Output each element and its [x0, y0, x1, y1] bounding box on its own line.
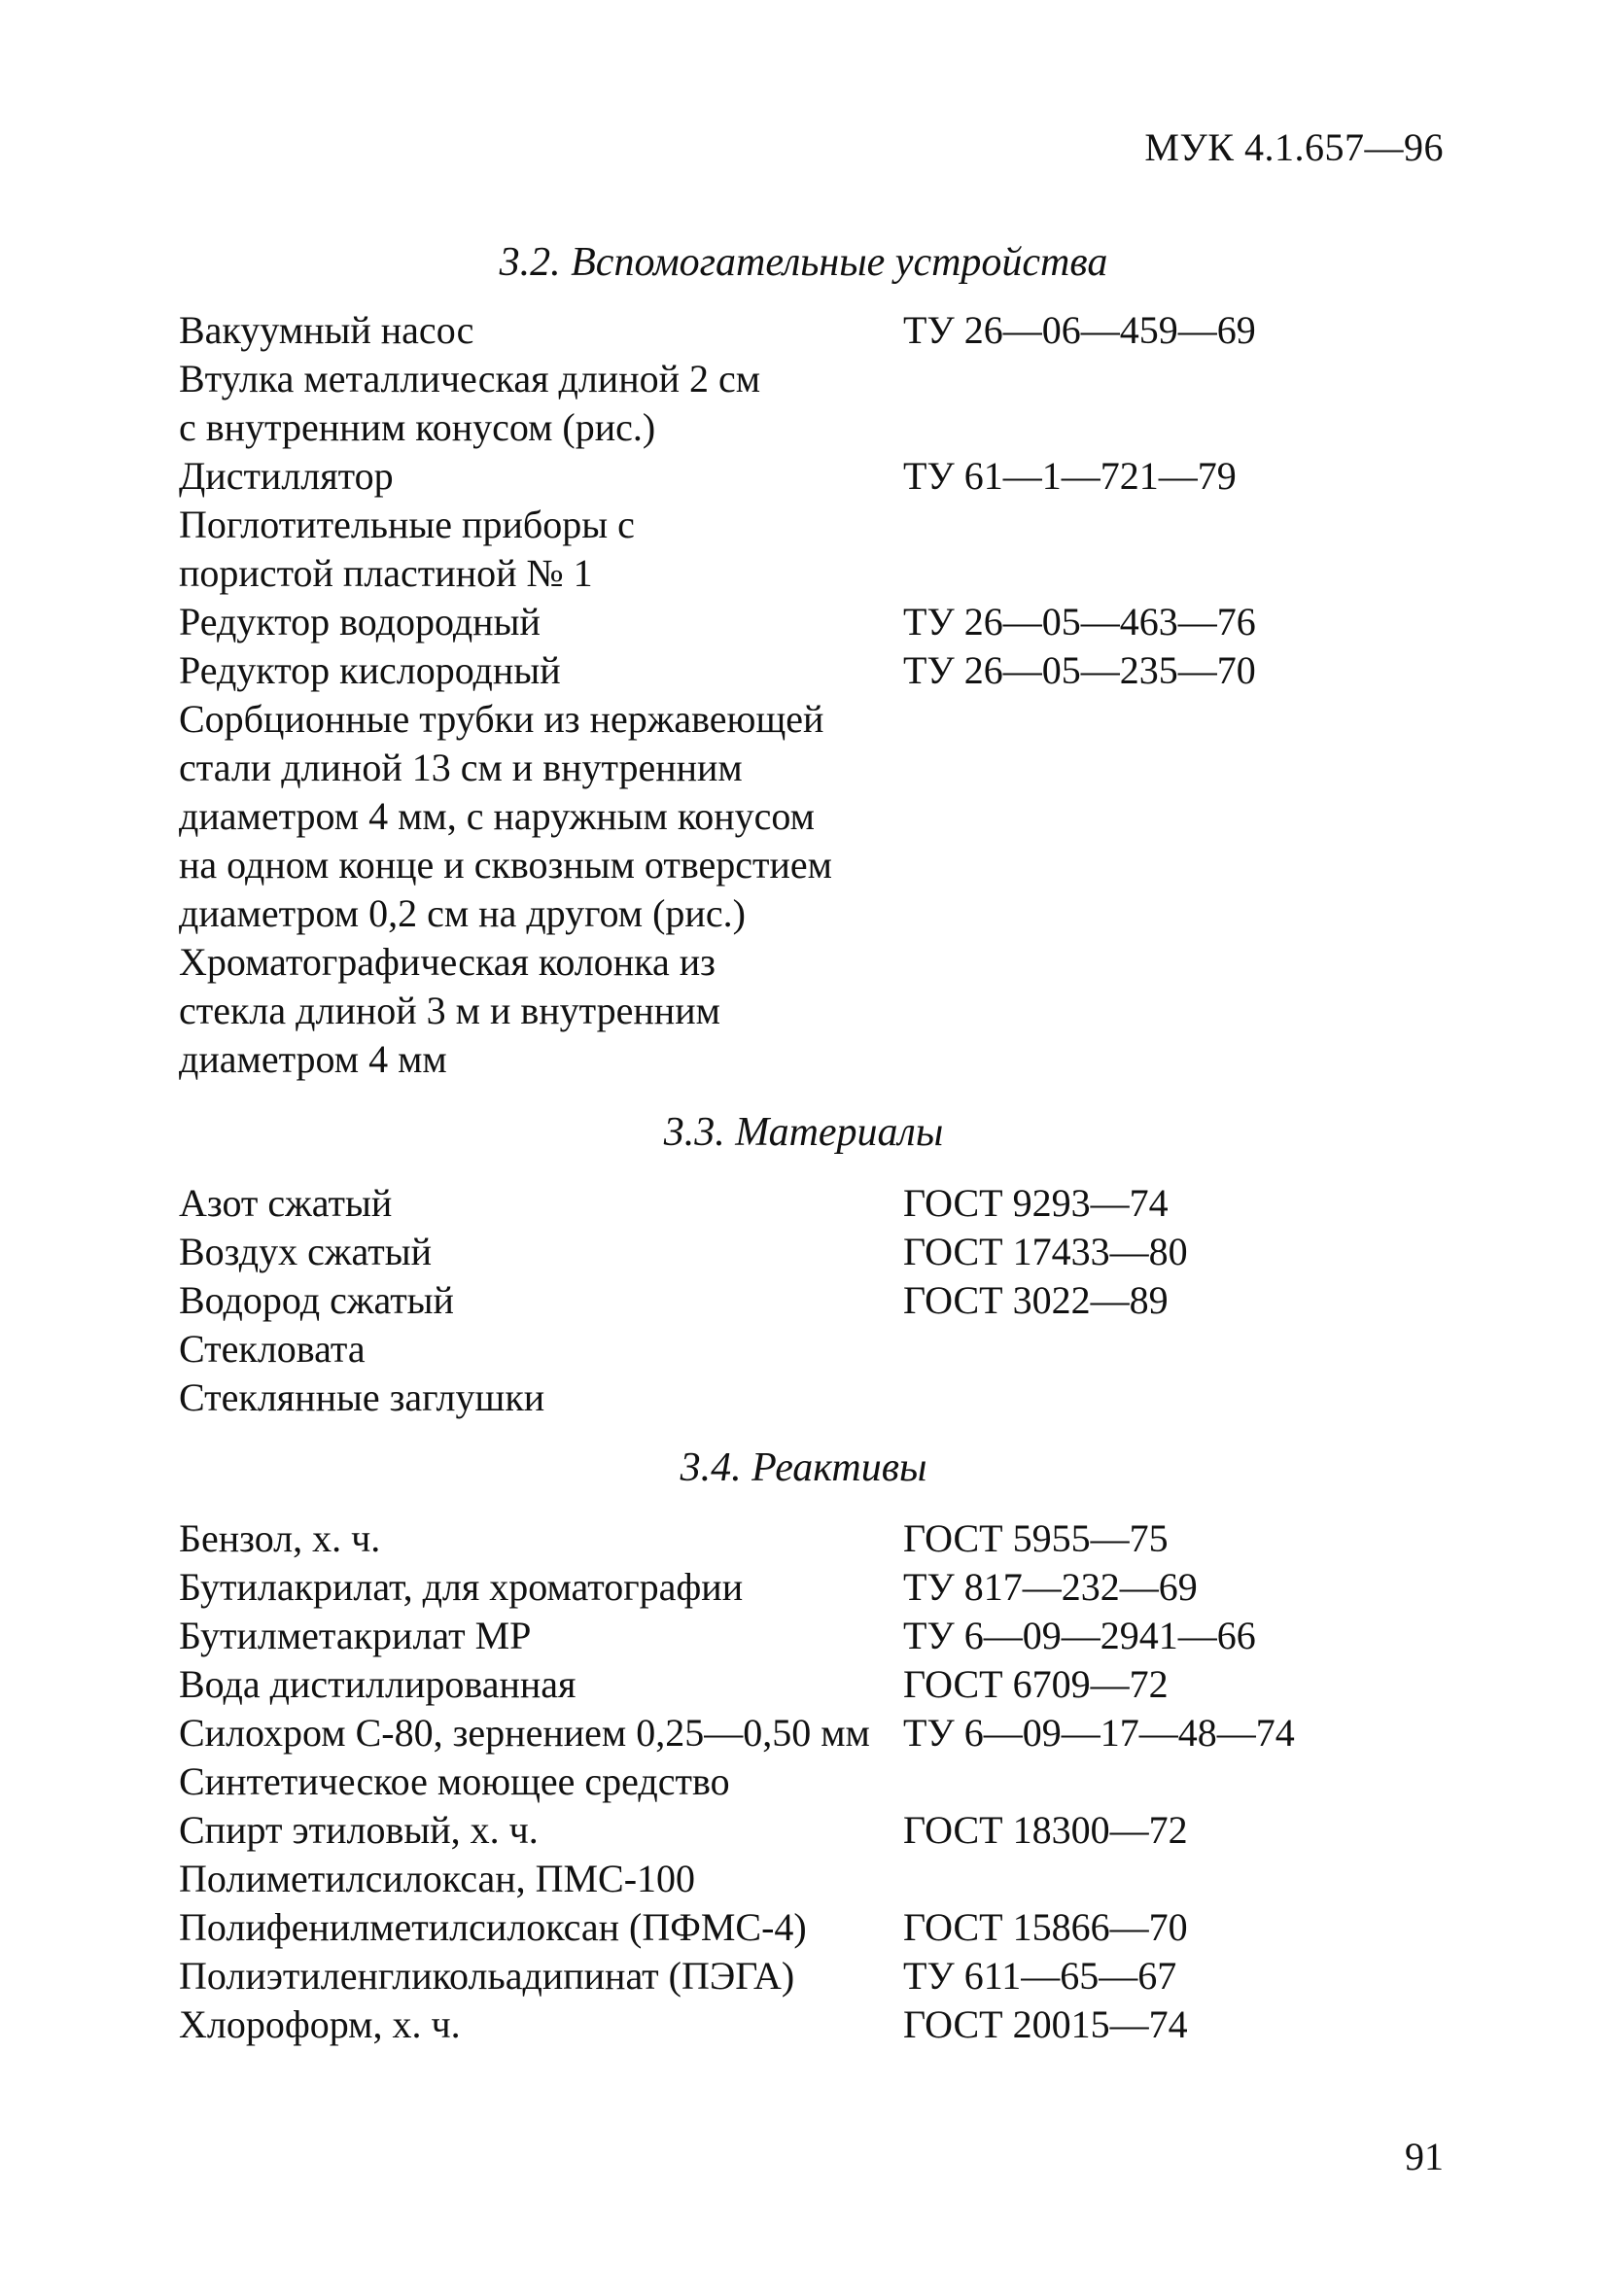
- list-item: [179, 1660, 1462, 1709]
- item-name: Редуктор водородный: [179, 600, 541, 644]
- materials-list: [179, 1179, 1462, 1422]
- item-name: Стекловата: [179, 1327, 366, 1371]
- item-name: Сорбционные трубки из нержавеющей стали длиной 13 см и внутренним диаметром 4 мм, с наружным конусом на одном конце и сквозным отверстием диаметром 0,2 см на другом (рис.): [179, 697, 832, 935]
- list-item: [179, 1325, 1462, 1374]
- item-standard: ТУ 26—05—235—70: [903, 648, 1256, 692]
- item-name: Дистиллятор: [179, 454, 394, 498]
- list-item: [179, 1806, 1462, 1855]
- item-name: Азот сжатый: [179, 1181, 393, 1225]
- item-standard: ГОСТ 6709—72: [903, 1662, 1169, 1706]
- section-title-materials: 3.3. Материалы: [663, 1110, 944, 1155]
- item-name: Стеклянные заглушки: [179, 1375, 545, 1419]
- list-item: [179, 1276, 1462, 1325]
- list-item: [179, 1514, 1462, 1563]
- list-item: [179, 598, 1462, 646]
- item-name: Бутилакрилат, для хроматографии: [179, 1565, 744, 1609]
- item-standard: ГОСТ 9293—74: [903, 1181, 1169, 1225]
- auxiliary-devices-list: [179, 306, 1462, 1084]
- list-item: [179, 938, 1462, 1084]
- item-standard: ТУ 61—1—721—79: [903, 454, 1237, 498]
- item-standard: ГОСТ 18300—72: [903, 1808, 1188, 1852]
- list-item: [179, 1179, 1462, 1228]
- item-standard: ТУ 611—65—67: [903, 1954, 1177, 1998]
- page-number: 91: [1405, 2135, 1444, 2178]
- list-item: [179, 1952, 1462, 2000]
- item-name: Силохром С-80, зернением 0,25—0,50 мм: [179, 1711, 870, 1755]
- item-name: Редуктор кислородный: [179, 648, 561, 692]
- list-item: [179, 2000, 1462, 2049]
- item-standard: ТУ 26—05—463—76: [903, 600, 1256, 644]
- item-name: Синтетическое моющее средство: [179, 1759, 730, 1803]
- section-title-auxiliary-devices: 3.2. Вспомогательные устройства: [499, 240, 1108, 285]
- section-title-reagents: 3.4. Реактивы: [680, 1445, 927, 1490]
- item-name: Воздух сжатый: [179, 1230, 432, 1273]
- item-standard: ГОСТ 3022—89: [903, 1278, 1169, 1322]
- list-item: [179, 695, 1462, 938]
- list-item: [179, 501, 1462, 598]
- item-name: Хроматографическая колонка из стекла длиной 3 м и внутренним диаметром 4 мм: [179, 940, 720, 1081]
- list-item: [179, 646, 1462, 695]
- item-name: Водород сжатый: [179, 1278, 454, 1322]
- list-item: [179, 1757, 1462, 1806]
- item-standard: ТУ 26—06—459—69: [903, 308, 1256, 352]
- item-name: Бензол, х. ч.: [179, 1516, 381, 1560]
- list-item: [179, 452, 1462, 501]
- item-standard: ГОСТ 5955—75: [903, 1516, 1169, 1560]
- list-item: [179, 1563, 1462, 1612]
- list-item: [179, 1855, 1462, 1903]
- list-item: [179, 306, 1462, 355]
- item-standard: ТУ 6—09—17—48—74: [903, 1711, 1295, 1755]
- item-name: Полифенилметилсилоксан (ПФМС-4): [179, 1905, 807, 1949]
- item-name: Бутилметакрилат МР: [179, 1614, 532, 1657]
- item-standard: ГОСТ 15866—70: [903, 1905, 1188, 1949]
- item-standard: ТУ 817—232—69: [903, 1565, 1198, 1609]
- item-name: Вакуумный насос: [179, 308, 474, 352]
- document-code: МУК 4.1.657—96: [1144, 125, 1444, 169]
- item-standard: ТУ 6—09—2941—66: [903, 1614, 1256, 1657]
- list-item: [179, 355, 1462, 452]
- item-standard: ГОСТ 20015—74: [903, 2002, 1188, 2046]
- item-name: Спирт этиловый, х. ч.: [179, 1808, 539, 1852]
- item-standard: ГОСТ 17433—80: [903, 1230, 1188, 1273]
- item-name: Втулка металлическая длиной 2 см с внутренним конусом (рис.): [179, 357, 761, 449]
- list-item: [179, 1374, 1462, 1422]
- reagents-list: [179, 1514, 1462, 2049]
- list-item: [179, 1709, 1462, 1757]
- item-name: Хлороформ, х. ч.: [179, 2002, 461, 2046]
- list-item: [179, 1612, 1462, 1660]
- item-name: Поглотительные приборы с пористой пластиной № 1: [179, 503, 635, 595]
- list-item: [179, 1228, 1462, 1276]
- list-item: [179, 1903, 1462, 1952]
- item-name: Вода дистиллированная: [179, 1662, 576, 1706]
- item-name: Полиметилсилоксан, ПМС-100: [179, 1857, 696, 1900]
- item-name: Полиэтиленгликольадипинат (ПЭГА): [179, 1954, 795, 1998]
